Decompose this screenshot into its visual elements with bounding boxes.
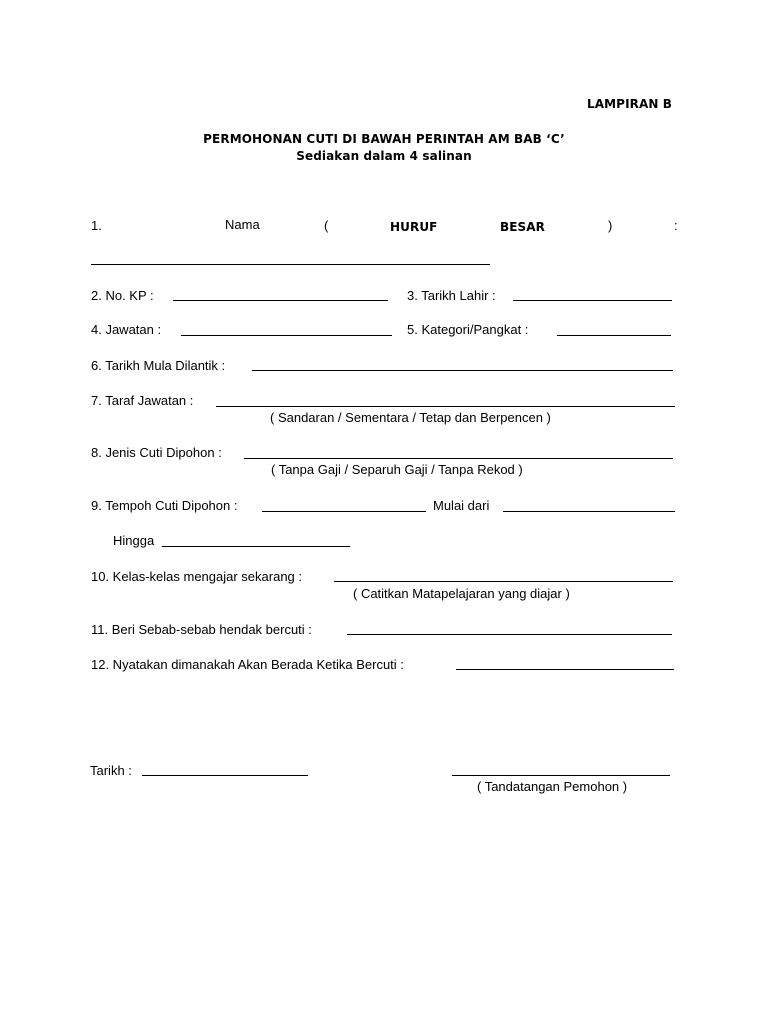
date-label: Tarikh : xyxy=(90,763,132,778)
classes-taught-blank[interactable] xyxy=(334,581,673,582)
leave-type-blank[interactable] xyxy=(244,458,673,459)
signature-label: ( Tandatangan Pemohon ) xyxy=(477,779,628,794)
field-1-word-huruf: HURUF xyxy=(390,220,438,234)
position-label: 4. Jawatan : xyxy=(91,322,162,337)
leave-type-hint: ( Tanpa Gaji / Separuh Gaji / Tanpa Rekod ) xyxy=(271,462,523,477)
until-label: Hingga xyxy=(113,533,155,548)
no-kp-blank[interactable] xyxy=(173,300,388,301)
field-1-label: Nama xyxy=(225,217,260,232)
classes-taught-label: 10. Kelas-kelas mengajar sekarang : xyxy=(91,569,303,584)
position-status-label: 7. Taraf Jawatan : xyxy=(91,393,194,408)
no-kp-label: 2. No. KP : xyxy=(91,288,154,303)
leave-location-label: 12. Nyatakan dimanakah Akan Berada Ketika Bercuti : xyxy=(91,657,404,672)
field-1-word-besar: BESAR xyxy=(500,220,546,234)
category-label: 5. Kategori/Pangkat : xyxy=(407,322,529,337)
reason-blank[interactable] xyxy=(347,634,672,635)
field-1-close-paren: ) xyxy=(608,218,613,233)
position-status-blank[interactable] xyxy=(216,406,675,407)
signature-blank[interactable] xyxy=(452,775,670,776)
birth-date-label: 3. Tarikh Lahir : xyxy=(407,288,496,303)
date-blank[interactable] xyxy=(142,775,308,776)
position-blank[interactable] xyxy=(181,335,392,336)
position-status-hint: ( Sandaran / Sementara / Tetap dan Berpencen ) xyxy=(270,410,551,425)
until-blank[interactable] xyxy=(162,546,350,547)
birth-date-blank[interactable] xyxy=(513,300,672,301)
leave-location-blank[interactable] xyxy=(456,669,674,670)
appointment-date-blank[interactable] xyxy=(252,370,673,371)
start-from-label: Mulai dari xyxy=(433,498,490,513)
field-1-number: 1. xyxy=(91,218,102,233)
appendix-label: LAMPIRAN B xyxy=(587,97,673,111)
form-subtitle: Sediakan dalam 4 salinan xyxy=(296,149,472,163)
appointment-date-label: 6. Tarikh Mula Dilantik : xyxy=(91,358,226,373)
classes-taught-hint: ( Catitkan Matapelajaran yang diajar ) xyxy=(353,586,570,601)
form-title: PERMOHONAN CUTI DI BAWAH PERINTAH AM BAB ‘C’ xyxy=(203,132,565,146)
start-from-blank[interactable] xyxy=(503,511,675,512)
reason-label: 11. Beri Sebab-sebab hendak bercuti : xyxy=(91,622,312,637)
leave-period-label: 9. Tempoh Cuti Dipohon : xyxy=(91,498,238,513)
name-blank[interactable] xyxy=(91,264,490,265)
leave-period-blank[interactable] xyxy=(262,511,426,512)
field-1-colon: : xyxy=(674,218,678,233)
leave-type-label: 8. Jenis Cuti Dipohon : xyxy=(91,445,222,460)
category-blank[interactable] xyxy=(557,335,671,336)
field-1-open-paren: ( xyxy=(324,218,329,233)
